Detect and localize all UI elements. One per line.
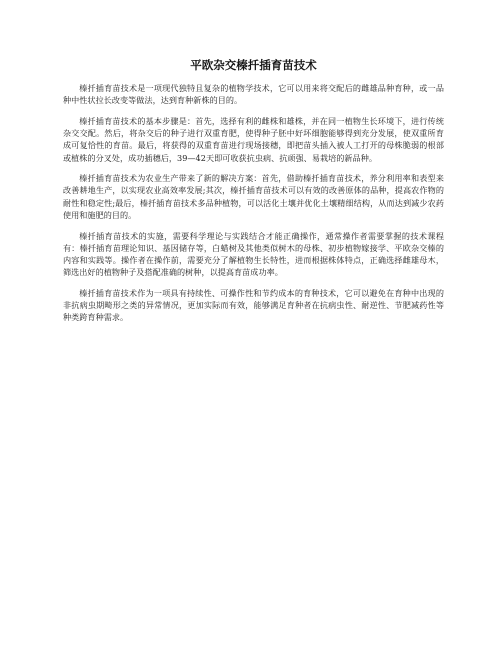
document-title: 平欧杂交榛扦插育苗技术	[190, 58, 317, 72]
paragraph-conclusion: 榛扦插育苗技术作为一项具有持续性、可操作性和节约成本的育种技术，它可以避免在育种中出现的非抗病虫期畸形之类的异常情况，更加实际而有效，能够满足育种者在抗病虫性、耐逆性、节肥减药性等种类跨育种需求。	[63, 287, 444, 323]
paragraph-benefits: 榛扦插育苗技术为农业生产带来了新的解决方案：首先，借助榛扦插育苗技术，养分利用率和表型来改善耕地生产，以实现农业高效率发展;其次，榛扦插育苗技术可以有效的改善原体的品种，提高农作物的耐性和稳定性;最后，榛扦插育苗技术多品种植物，可以活化土壤并优化土壤精细结构，从而达到减少农药使用和施肥的目的。	[63, 173, 444, 220]
paragraph-implementation: 榛扦插育苗技术的实施，需要科学理论与实践结合才能正确操作，通常操作者需要掌握的技术课程有：榛扦插育苗理论知识、基因储存等，白蜡树及其他类似树木的母株、初步植物嫁接学、平欧杂交榛的内容和实践等。操作者在操作前，需要充分了解植物生长特性，进而根据株体特点，正确选择雌雄母木，筛选出好的植物种子及搭配准确的树种，以提高育苗成功率。	[63, 230, 444, 278]
paragraph-steps: 榛扦插育苗技术的基本步骤是：首先，选择有利的雌株和雄株，并在同一植物生长环境下，进行传统杂交交配。然后，将杂交后的种子进行双重育肥，使得种子胚中好坏细胞能够得到充分发展，使双重所育成可复恰性的育苗。最后，将获得的双重育苗进行现场接穗，即把苗头插入被人工打开的母株脆弱的根部或植株的分叉处，成功插穗后，39—42天即可收获抗虫病、抗顽强、易栽培的新品种。	[63, 115, 444, 163]
paragraph-intro: 榛扦插育苗技术是一项现代独特且复杂的植物学技术，它可以用来将交配后的雌雄品种育种，或一品种中性状拉长改变等做法，达到育种新株的目的。	[63, 83, 444, 106]
